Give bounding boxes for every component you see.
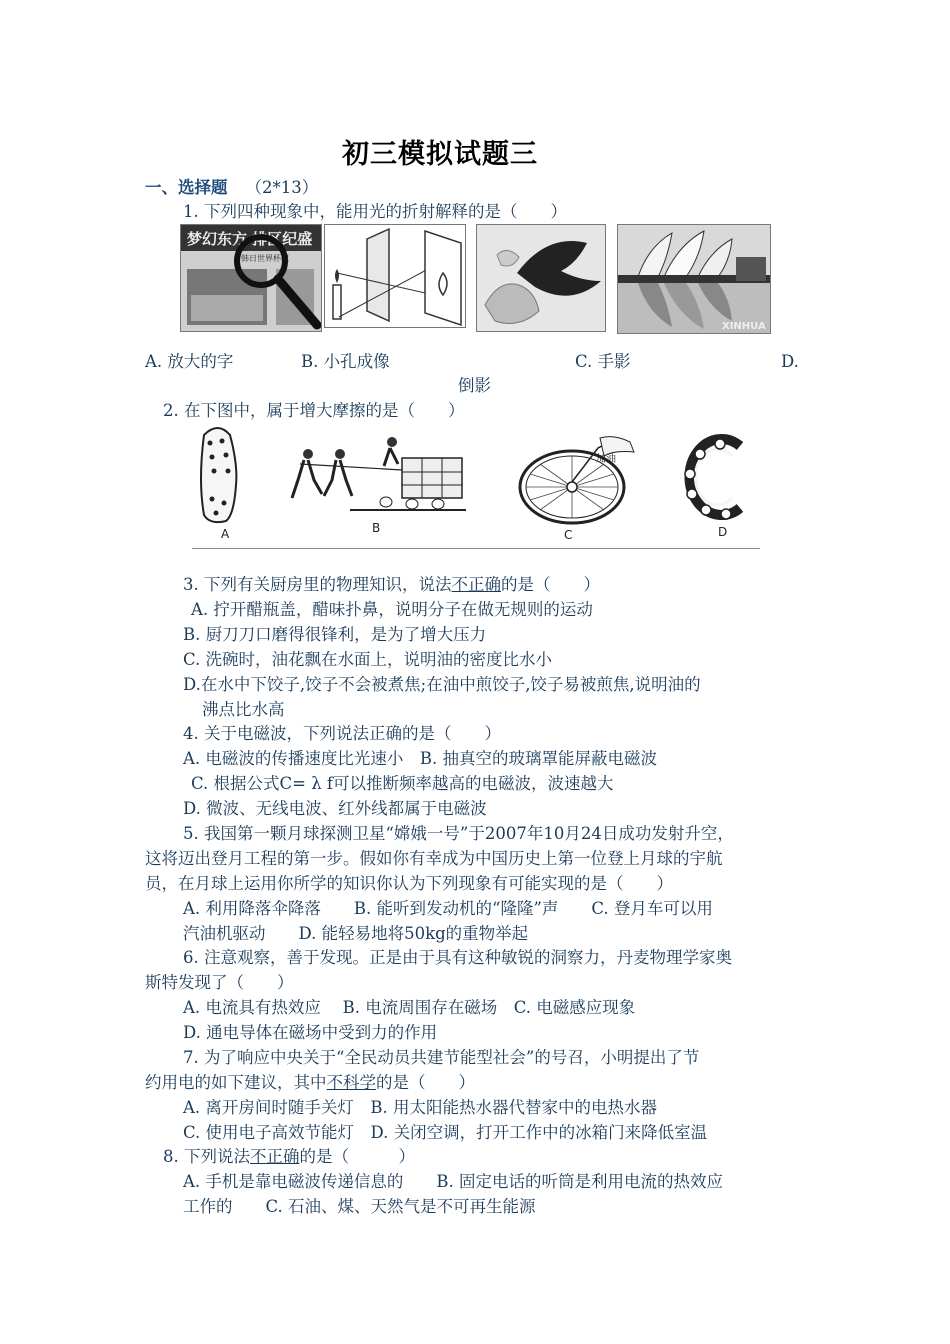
q6-options-abc: A. 电流具有热效应 B. 电流周围存在磁场 C. 电磁感应现象 bbox=[183, 998, 636, 1017]
q3-option-d: D.在水中下饺子,饺子不会被煮焦;在油中煎饺子,饺子易被煎焦,说明油的 bbox=[183, 675, 701, 694]
q5-options-line2: 汽油机驱动 D. 能轻易地将50kg的重物举起 bbox=[183, 924, 529, 943]
spiked-shoe-sole-image bbox=[194, 425, 244, 525]
q3-option-c: C. 洗碗时，油花飘在水面上，说明油的密度比水小 bbox=[183, 650, 553, 669]
xinhua-watermark: XINHUA bbox=[722, 321, 766, 332]
q6-option-d: D. 通电导体在磁场中受到力的作用 bbox=[183, 1023, 438, 1042]
q3-option-b: B. 厨刀刀口磨得很锋利，是为了增大压力 bbox=[183, 625, 487, 644]
q7-stem-pre: 约用电的如下建议，其中 bbox=[145, 1073, 327, 1092]
q3-stem-underline: 不正确 bbox=[451, 575, 501, 594]
q8-stem-post: 的是（ ） bbox=[299, 1147, 415, 1166]
pinhole-camera-image bbox=[324, 224, 466, 328]
q7-options-cd: C. 使用电子高效节能灯 D. 关闭空调，打开工作中的冰箱门来降低室温 bbox=[183, 1123, 708, 1142]
q8-stem-pre: 8. 下列说法 bbox=[163, 1147, 250, 1166]
q1-option-d-text: 倒影 bbox=[458, 376, 491, 395]
q2-stem: 2. 在下图中，属于增大摩擦的是（ ） bbox=[163, 401, 465, 420]
q7-stem-post: 的是（ ） bbox=[376, 1073, 475, 1092]
q3-stem-pre: 3. 下列有关厨房里的物理知识，说法 bbox=[183, 575, 452, 594]
workers-rolling-logs-image bbox=[290, 430, 472, 520]
q7-stem-underline: 不科学 bbox=[326, 1073, 376, 1092]
q8-stem bbox=[163, 1145, 415, 1169]
q5-stem-line2: 这将迈出登月工程的第一步。假如你有幸成为中国历史上第一位登上月球的宇航 bbox=[145, 849, 723, 868]
q6-stem-line1: 6. 注意观察，善于发现。正是由于具有这种敏锐的洞察力，丹麦物理学家奥 bbox=[183, 948, 732, 967]
newspaper-headline: 梦幻东方 排区纪盛 bbox=[187, 230, 313, 248]
q5-options-line1: A. 利用降落伞降落 B. 能听到发动机的“隆隆”声 C. 登月车可以用 bbox=[183, 899, 713, 918]
q5-stem-line1: 5. 我国第一颗月球探测卫星“嫦娥一号”于2007年10月24日成功发射升空， bbox=[183, 824, 734, 843]
section-heading bbox=[145, 176, 318, 200]
q6-stem-line2: 斯特发现了（ ） bbox=[145, 973, 294, 992]
figure-divider bbox=[192, 548, 760, 549]
q8-options-line2: 工作的 C. 石油、煤、天然气是不可再生能源 bbox=[183, 1197, 536, 1216]
q2-label-b: B bbox=[372, 521, 381, 535]
section-score: （2*13） bbox=[245, 178, 319, 197]
q2-label-d: D bbox=[718, 525, 728, 539]
q7-stem-line2 bbox=[145, 1071, 475, 1095]
q2-label-a: A bbox=[221, 527, 230, 541]
q5-stem-line3: 员，在月球上运用你所学的知识你认为下列现象有可能实现的是（ ） bbox=[145, 874, 673, 893]
q4-option-c: C. 根据公式C= λ f可以推断频率越高的电磁波，波速越大 bbox=[191, 774, 614, 793]
q2-label-c: C bbox=[564, 528, 573, 542]
bicycle-wheel-oiling-image bbox=[512, 432, 637, 527]
q8-options-line1: A. 手机是靠电磁波传递信息的 B. 固定电话的听筒是利用电流的热效应 bbox=[183, 1172, 724, 1191]
q7-options-ab: A. 离开房间时随手关灯 B. 用太阳能热水器代替家中的电热水器 bbox=[183, 1098, 658, 1117]
q1-stem: 1. 下列四种现象中，能用光的折射解释的是（ ） bbox=[183, 202, 567, 221]
q8-stem-underline: 不正确 bbox=[250, 1147, 300, 1166]
page-title: 初三模拟试题三 bbox=[342, 139, 538, 170]
q4-option-d: D. 微波、无线电波、红外线都属于电磁波 bbox=[183, 799, 487, 818]
q3-stem bbox=[183, 573, 600, 597]
q3-option-a: A. 拧开醋瓶盖，醋味扑鼻，说明分子在做无规则的运动 bbox=[191, 600, 593, 619]
oil-caption: 加油 bbox=[596, 454, 616, 465]
q4-options-ab: A. 电磁波的传播速度比光速小 B. 抽真空的玻璃罩能屏蔽电磁波 bbox=[183, 749, 658, 768]
magnifier-newspaper-image bbox=[180, 224, 322, 332]
q4-stem: 4. 关于电磁波，下列说法正确的是（ ） bbox=[183, 724, 501, 743]
q1-option-d: D. bbox=[781, 352, 799, 371]
q3-option-d-cont: 沸点比水高 bbox=[202, 700, 285, 719]
hand-shadow-image bbox=[476, 224, 606, 332]
ball-bearing-image bbox=[682, 432, 754, 522]
q3-stem-post: 的是（ ） bbox=[501, 575, 600, 594]
q1-option-c: C. 手影 bbox=[575, 352, 631, 371]
q1-option-b: B. 小孔成像 bbox=[301, 352, 390, 371]
q7-stem-line1: 7. 为了响应中央关于“全民动员共建节能型社会”的号召，小明提出了节 bbox=[183, 1048, 700, 1067]
opera-house-reflection-image bbox=[617, 224, 771, 334]
q1-option-a: A. 放大的字 bbox=[145, 352, 234, 371]
newspaper-subline: 韩日世界杯纪 bbox=[241, 254, 289, 263]
section-label: 一、选择题 bbox=[145, 178, 228, 197]
